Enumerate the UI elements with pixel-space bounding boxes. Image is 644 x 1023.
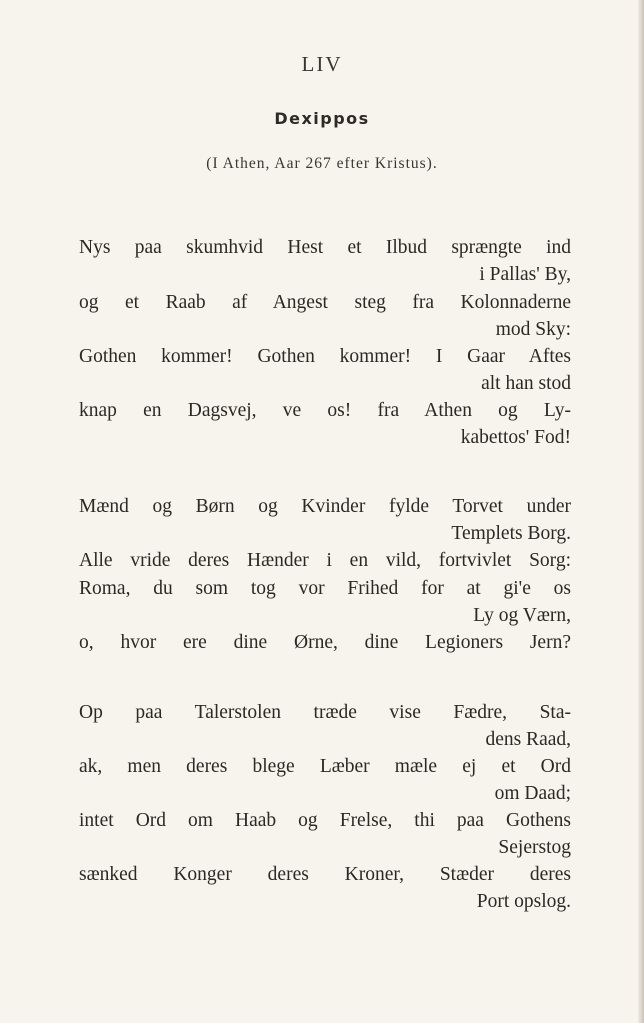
verse-line: Op paa Talerstolen træde vise Fædre, Sta- (79, 702, 571, 723)
verse-line-continuation: dens Raad, (485, 729, 571, 750)
verse-line-continuation: i Pallas' By, (479, 264, 571, 285)
poem-subtitle: (I Athen, Aar 267 efter Kristus). (206, 155, 438, 172)
verse-line-continuation: alt han stod (481, 373, 571, 394)
verse-line: Nys paa skumhvid Hest et Ilbud sprængte ind (79, 237, 571, 258)
poem-number: LIV (301, 52, 343, 76)
verse-line: Roma, du som tog vor Frihed for at gi'e os (79, 578, 571, 599)
verse-line-continuation: kabettos' Fod! (460, 427, 571, 448)
page-edge-shadow (638, 0, 644, 1023)
verse-line: Mænd og Børn og Kvinder fylde Torvet under (79, 496, 571, 517)
verse-line: sænked Konger deres Kroner, Stæder deres (79, 864, 571, 885)
verse-line-continuation: Ly og Værn, (473, 605, 571, 626)
verse-line-continuation: mod Sky: (495, 319, 571, 340)
verse-line: intet Ord om Haab og Frelse, thi paa Gothens (79, 810, 571, 831)
verse-line-continuation: Sejerstog (498, 837, 571, 858)
verse-line: Gothen kommer! Gothen kommer! I Gaar Aftes (79, 346, 571, 367)
poem-title: Dexippos (274, 109, 370, 128)
verse-line-continuation: Port opslog. (476, 891, 571, 912)
verse-line-continuation: om Daad; (494, 783, 571, 804)
verse-line-continuation: Templets Borg. (451, 523, 571, 544)
verse-line: ak, men deres blege Læber mæle ej et Ord (79, 756, 571, 777)
verse-line: o, hvor ere dine Ørne, dine Legioners Jern? (79, 632, 571, 653)
verse-line: Alle vride deres Hænder i en vild, fortvivlet Sorg: (79, 550, 571, 571)
verse-line: og et Raab af Angest steg fra Kolonnaderne (79, 292, 571, 313)
verse-line: knap en Dagsvej, ve os! fra Athen og Ly- (79, 400, 571, 421)
